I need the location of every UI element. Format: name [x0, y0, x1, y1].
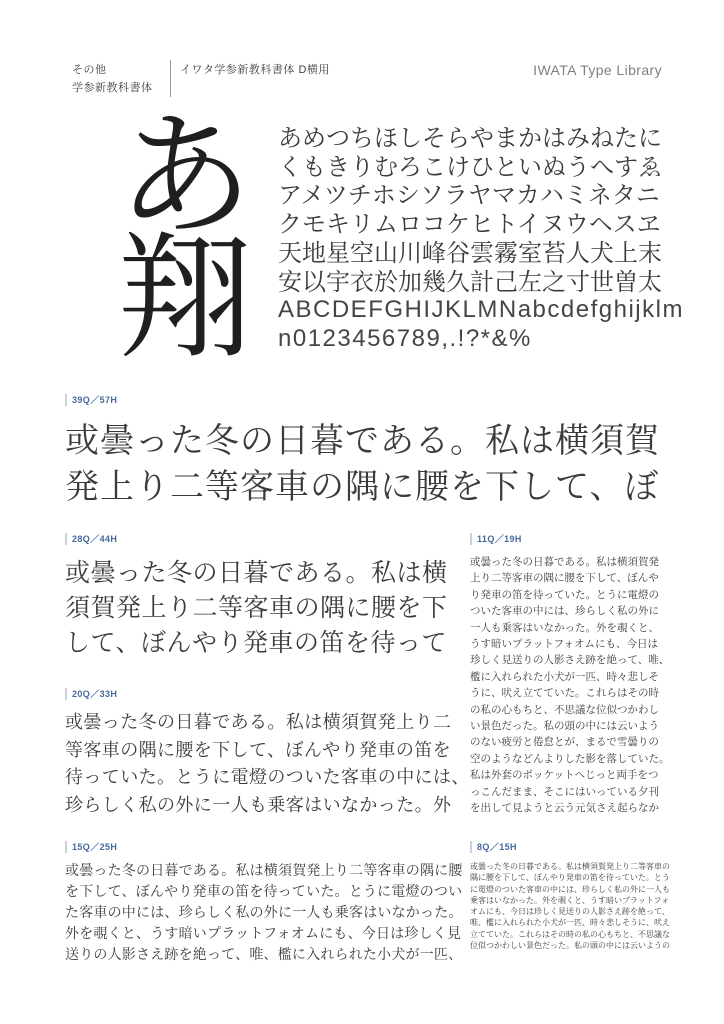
text-line: っこんだまま、そこにはいっている夕刊	[470, 785, 659, 798]
text-line: 或曇った冬の日暮である。私は横須賀発上り二等客車の	[470, 862, 670, 871]
text-line: 送りの人影さえ跡を絶って、唯、檻に入れられた小犬が一匹、	[65, 947, 463, 963]
text-line: 唯、檻に入れられた小犬が一匹、時々悲しそうに、吠え	[470, 918, 670, 928]
text-line: 或曇った冬の日暮である。私は横須賀発上り二	[65, 712, 452, 733]
size-label-15q: 15Q／25H	[65, 841, 117, 853]
sample-text-28q	[65, 555, 455, 660]
header-font-name: イワタ学参新教科書体 D横用	[180, 64, 330, 76]
header-category-line2: 学参新教科書体	[72, 82, 153, 94]
sample-text-11q	[470, 554, 670, 817]
text-line: 待っていた。とうに電燈のついた客車の中には、	[65, 767, 470, 788]
text-line: ABCDEFGHIJKLMNabcdefghijklm	[278, 296, 684, 324]
text-line: 或曇った冬の日暮である。私は横須賀発上り二等客車の隅に腰	[65, 863, 463, 879]
sample-text-15q	[65, 861, 465, 966]
text-line: 天地星空山川峰谷雲霧室苔人犬上末	[278, 238, 662, 267]
brand-logo: IWATA Type Library	[533, 62, 662, 78]
text-line: くもきりむろこけひといぬうへすゑ	[278, 152, 662, 181]
header-divider	[170, 60, 171, 97]
text-line: 或曇った冬の日暮である。私は横須賀	[65, 421, 660, 461]
text-line: クモキリムロコケヒトイヌウヘスヱ	[278, 210, 661, 239]
size-label-8q: 8Q／15H	[470, 841, 517, 853]
section-15q	[65, 837, 465, 966]
text-line: して、ぼんやり発車の笛を待って	[65, 628, 448, 657]
section-39q	[65, 390, 665, 510]
text-line: た客車の中には、珍らしく私の外に一人も乗客はいなかった。	[65, 905, 463, 921]
section-20q	[65, 684, 470, 819]
text-line: アメツチホシソラヤマカハミネタニ	[278, 181, 660, 210]
text-line: を下して、ぼんやり発車の笛を待っていた。とうに電燈のつい	[65, 884, 463, 900]
display-glyph-a: あ	[117, 98, 253, 256]
display-glyph-sho: 翔	[117, 220, 253, 378]
size-label-28q: 28Q／44H	[65, 533, 117, 545]
text-line: 珍しく見送りの人影さえ跡を絶って、唯、	[470, 654, 670, 667]
text-line: 或曇った冬の日暮である。私は横須賀発	[470, 556, 659, 568]
size-label-11q: 11Q／19H	[470, 533, 522, 545]
header-category-line1: その他	[72, 64, 107, 76]
text-line: n0123456789,.!?*&%	[278, 324, 532, 352]
text-line: い景色だった。私の頭の中には云いよう	[470, 720, 659, 733]
display-glyphs	[100, 98, 270, 378]
sample-text-8q	[470, 861, 670, 951]
text-line: に電燈のついた客車の中には、珍らしく私の外に一人も	[470, 884, 670, 894]
text-line: 立てていた。これらはその時の私の心もちと、不思議な	[470, 929, 670, 939]
size-label-39q: 39Q／57H	[65, 394, 117, 406]
section-28q	[65, 529, 455, 660]
text-line: 発上り二等客車の隅に腰を下して、ぼ	[65, 467, 660, 507]
text-line: 私は外套のポッケットへじっと両手をつ	[470, 769, 659, 782]
text-line: 須賀発上り二等客車の隅に腰を下	[65, 593, 448, 622]
header-category	[72, 61, 153, 97]
charset-block	[278, 124, 684, 354]
text-line: 珍らしく私の外に一人も乗客はいなかった。外	[65, 794, 452, 816]
text-line: 上り二等客車の隅に腰を下して、ぼんや	[470, 572, 659, 585]
size-label-20q: 20Q／33H	[65, 688, 117, 700]
text-line: 外を覗くと、うす暗いプラットフォオムにも、今日は珍しく見	[65, 926, 462, 942]
text-line: うす暗いプラットフォオムにも、今日は	[470, 638, 658, 651]
text-line: 檻に入れられた小犬が一匹、時々悲しそ	[470, 670, 659, 683]
text-line: のない疲労と倦怠とが、まるで雪曇りの	[470, 736, 659, 749]
text-line: 乗客はいなかった。外を覗くと、うす暗いプラットフォ	[470, 895, 670, 905]
text-line: ついた客車の中には、珍らしく私の外に	[470, 605, 659, 618]
text-line: 位似つかわしい景色だった。私の頭の中には云いようの	[470, 941, 670, 951]
text-line: うに、吠え立てていた。これらはその時	[470, 687, 659, 700]
sample-text-20q	[65, 709, 470, 819]
text-line: 空のようなどんよりした影を落していた。	[470, 752, 670, 765]
section-11q	[470, 529, 670, 817]
text-line: 或曇った冬の日暮である。私は横	[65, 558, 448, 587]
text-line: オムにも、今日は珍しく見送りの人影さえ跡を絶って、	[470, 907, 670, 917]
section-8q	[470, 837, 670, 951]
text-line: を出して見ようと云う元気さえ起らなか	[470, 802, 659, 815]
text-line: 隅に腰を下して、ぼんやり発車の笛を待っていた。とう	[470, 873, 670, 883]
text-line: 一人も乗客はいなかった。外を覗くと、	[470, 621, 659, 634]
text-line: の私の心もちと、不思議な位似つかわし	[470, 703, 659, 716]
sample-text-39q	[65, 418, 665, 510]
text-line: あめつちほしそらやまかはみねたに	[278, 124, 662, 152]
text-line: 等客車の隅に腰を下して、ぼんやり発車の笛を	[65, 739, 452, 761]
text-line: 安以宇衣於加幾久計己左之寸世曽太	[278, 267, 662, 296]
text-line: り発車の笛を待っていた。とうに電燈の	[470, 588, 659, 601]
